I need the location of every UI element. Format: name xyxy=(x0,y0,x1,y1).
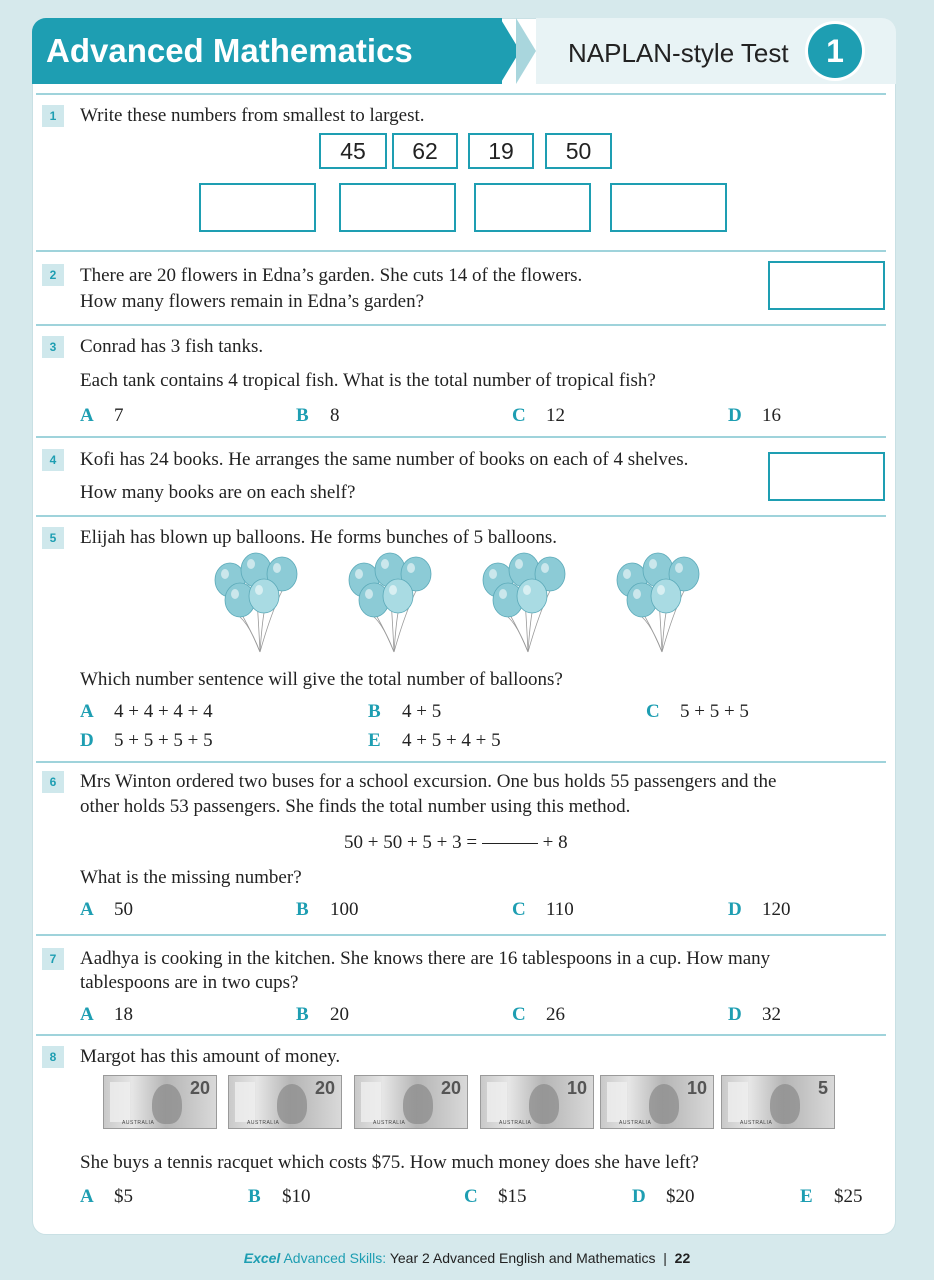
question-number: 2 xyxy=(42,264,64,286)
option-b[interactable] xyxy=(296,898,359,922)
option-e[interactable] xyxy=(368,729,501,753)
note-denomination: 10 xyxy=(686,1078,707,1098)
option-value: 5 + 5 + 5 xyxy=(680,701,749,722)
option-value: 100 xyxy=(330,899,359,920)
divider xyxy=(36,250,886,252)
divider xyxy=(36,1034,886,1036)
divider xyxy=(36,324,886,326)
option-letter: C xyxy=(646,701,660,722)
note-label: AUSTRALIA xyxy=(247,1120,280,1126)
answer-box[interactable] xyxy=(339,183,456,232)
option-b[interactable] xyxy=(296,404,340,428)
note-label: AUSTRALIA xyxy=(499,1120,532,1126)
portrait-icon xyxy=(649,1084,679,1124)
option-letter: A xyxy=(80,899,94,920)
note-denomination: 20 xyxy=(440,1078,461,1098)
footer-book: Year 2 Advanced English and Mathematics xyxy=(389,1250,656,1266)
banknote-10 xyxy=(600,1075,714,1129)
question-text: other holds 53 passengers. She finds the total number using this method. xyxy=(80,796,631,817)
note-label: AUSTRALIA xyxy=(619,1120,652,1126)
option-value: 18 xyxy=(114,1004,133,1025)
note-denomination: 5 xyxy=(817,1078,828,1098)
option-value: 110 xyxy=(546,899,574,920)
option-letter: C xyxy=(512,1004,526,1025)
option-value: 4 + 5 + 4 + 5 xyxy=(402,730,501,751)
balloon-bunch-icon xyxy=(208,552,314,660)
number-card: 50 xyxy=(545,133,612,169)
banknote-20 xyxy=(354,1075,468,1129)
option-a[interactable] xyxy=(80,898,133,922)
option-b[interactable] xyxy=(296,1003,349,1027)
question-number: 7 xyxy=(42,948,64,970)
note-window xyxy=(487,1082,507,1122)
option-value: $25 xyxy=(834,1186,863,1207)
option-value: 16 xyxy=(762,405,781,426)
footer-brand: Excel xyxy=(243,1250,281,1266)
balloon-bunch-icon xyxy=(476,552,582,660)
question-text: How many books are on each shelf? xyxy=(80,482,356,503)
option-letter: E xyxy=(800,1186,813,1207)
question-text: Mrs Winton ordered two buses for a school excursion. One bus holds 55 passengers and the xyxy=(80,771,777,792)
option-b[interactable] xyxy=(248,1185,311,1209)
option-letter: C xyxy=(512,405,526,426)
question-text: Elijah has blown up balloons. He forms bunches of 5 balloons. xyxy=(80,527,558,548)
question-text: Margot has this amount of money. xyxy=(80,1046,341,1067)
question-text: Kofi has 24 books. He arranges the same number of books on each of 4 shelves. xyxy=(80,449,689,470)
banknote-20 xyxy=(228,1075,342,1129)
option-letter: D xyxy=(80,730,94,751)
note-denomination: 20 xyxy=(314,1078,335,1098)
option-letter: C xyxy=(464,1186,478,1207)
answer-box[interactable] xyxy=(199,183,316,232)
option-value: 32 xyxy=(762,1004,781,1025)
option-letter: B xyxy=(296,405,309,426)
balloon-bunch-icon xyxy=(610,552,716,660)
option-a[interactable] xyxy=(80,404,124,428)
note-window xyxy=(607,1082,627,1122)
divider xyxy=(36,515,886,517)
balloon-bunch-icon xyxy=(342,552,448,660)
answer-box[interactable] xyxy=(474,183,591,232)
divider xyxy=(36,761,886,763)
option-letter: B xyxy=(368,701,381,722)
question-number: 1 xyxy=(42,105,64,127)
option-letter: D xyxy=(728,899,742,920)
option-letter: E xyxy=(368,730,381,751)
banknote-10 xyxy=(480,1075,594,1129)
question-text: Aadhya is cooking in the kitchen. She knows there are 16 tablespoons in a cup. How many xyxy=(80,948,771,969)
option-d[interactable] xyxy=(728,404,781,428)
option-value: $20 xyxy=(666,1186,695,1207)
note-window xyxy=(728,1082,748,1122)
answer-box[interactable] xyxy=(768,261,885,310)
number-card: 62 xyxy=(392,133,458,169)
equation-left: 50 + 50 + 5 + 3 = xyxy=(344,832,478,853)
option-letter: B xyxy=(248,1186,261,1207)
note-denomination: 10 xyxy=(566,1078,587,1098)
option-a[interactable] xyxy=(80,700,213,724)
option-letter: B xyxy=(296,1004,309,1025)
note-label: AUSTRALIA xyxy=(740,1120,773,1126)
answer-box[interactable] xyxy=(768,452,885,501)
note-label: AUSTRALIA xyxy=(122,1120,155,1126)
equation xyxy=(344,831,568,855)
question-text: Which number sentence will give the total number of balloons? xyxy=(80,669,563,690)
note-window xyxy=(110,1082,130,1122)
question-number: 6 xyxy=(42,771,64,793)
banknote-20 xyxy=(103,1075,217,1129)
divider xyxy=(36,93,886,95)
option-e[interactable] xyxy=(800,1185,863,1209)
banknote-5 xyxy=(721,1075,835,1129)
option-value: 8 xyxy=(330,405,340,426)
option-value: $15 xyxy=(498,1186,527,1207)
option-d[interactable] xyxy=(80,729,213,753)
option-letter: C xyxy=(512,899,526,920)
option-c[interactable] xyxy=(512,1003,565,1027)
page-number: 22 xyxy=(674,1250,691,1266)
option-value: 20 xyxy=(330,1004,349,1025)
option-c[interactable] xyxy=(464,1185,527,1209)
header-right-panel xyxy=(536,18,896,84)
number-card: 45 xyxy=(319,133,387,169)
number-card: 19 xyxy=(468,133,534,169)
portrait-icon xyxy=(770,1084,800,1124)
option-value: 120 xyxy=(762,899,791,920)
header-title: Advanced Mathematics xyxy=(32,18,502,84)
question-number: 3 xyxy=(42,336,64,358)
option-c[interactable] xyxy=(646,700,749,724)
option-value: 4 + 4 + 4 + 4 xyxy=(114,701,213,722)
option-value: 5 + 5 + 5 + 5 xyxy=(114,730,213,751)
option-value: 4 + 5 xyxy=(402,701,442,722)
divider xyxy=(36,934,886,936)
note-window xyxy=(235,1082,255,1122)
option-letter: D xyxy=(632,1186,646,1207)
option-value: $5 xyxy=(114,1186,133,1207)
question-text: She buys a tennis racquet which costs $75. How much money does she have left? xyxy=(80,1152,699,1173)
question-text: What is the missing number? xyxy=(80,867,302,888)
option-c[interactable] xyxy=(512,898,574,922)
question-number: 5 xyxy=(42,527,64,549)
option-b[interactable] xyxy=(368,700,441,724)
option-d[interactable] xyxy=(728,898,791,922)
question-text: How many flowers remain in Edna’s garden? xyxy=(80,291,425,312)
note-label: AUSTRALIA xyxy=(373,1120,406,1126)
option-value: 26 xyxy=(546,1004,565,1025)
header-chevron-light xyxy=(516,18,536,84)
portrait-icon xyxy=(152,1084,182,1124)
note-denomination: 20 xyxy=(189,1078,210,1098)
header-subtitle: NAPLAN-style Test xyxy=(568,38,789,68)
question-text: There are 20 flowers in Edna’s garden. She cuts 14 of the flowers. xyxy=(80,265,583,286)
option-a[interactable] xyxy=(80,1185,133,1209)
option-value: 50 xyxy=(114,899,133,920)
option-a[interactable] xyxy=(80,1003,133,1027)
option-letter: D xyxy=(728,405,742,426)
question-text: Each tank contains 4 tropical fish. What is the total number of tropical fish? xyxy=(80,370,656,391)
option-letter: B xyxy=(296,899,309,920)
option-d[interactable] xyxy=(728,1003,781,1027)
option-value: $10 xyxy=(282,1186,311,1207)
option-letter: A xyxy=(80,1186,94,1207)
option-value: 7 xyxy=(114,405,124,426)
question-text: Conrad has 3 fish tanks. xyxy=(80,336,264,357)
question-text: tablespoons are in two cups? xyxy=(80,972,299,993)
question-text: Write these numbers from smallest to largest. xyxy=(80,105,425,126)
footer-series: Advanced Skills: xyxy=(283,1250,387,1266)
question-number: 4 xyxy=(42,449,64,471)
answer-box[interactable] xyxy=(610,183,727,232)
option-letter: D xyxy=(728,1004,742,1025)
divider xyxy=(36,436,886,438)
option-letter: A xyxy=(80,701,94,722)
option-c[interactable] xyxy=(512,404,565,428)
portrait-icon xyxy=(403,1084,433,1124)
portrait-icon xyxy=(529,1084,559,1124)
note-window xyxy=(361,1082,381,1122)
question-number: 8 xyxy=(42,1046,64,1068)
portrait-icon xyxy=(277,1084,307,1124)
blank-line xyxy=(482,843,538,844)
test-number-badge: 1 xyxy=(808,24,862,78)
footer xyxy=(0,1250,934,1266)
option-letter: A xyxy=(80,1004,94,1025)
footer-separator: | xyxy=(663,1250,667,1266)
option-letter: A xyxy=(80,405,94,426)
option-d[interactable] xyxy=(632,1185,695,1209)
option-value: 12 xyxy=(546,405,565,426)
equation-right: + 8 xyxy=(542,832,568,853)
header xyxy=(32,18,896,84)
